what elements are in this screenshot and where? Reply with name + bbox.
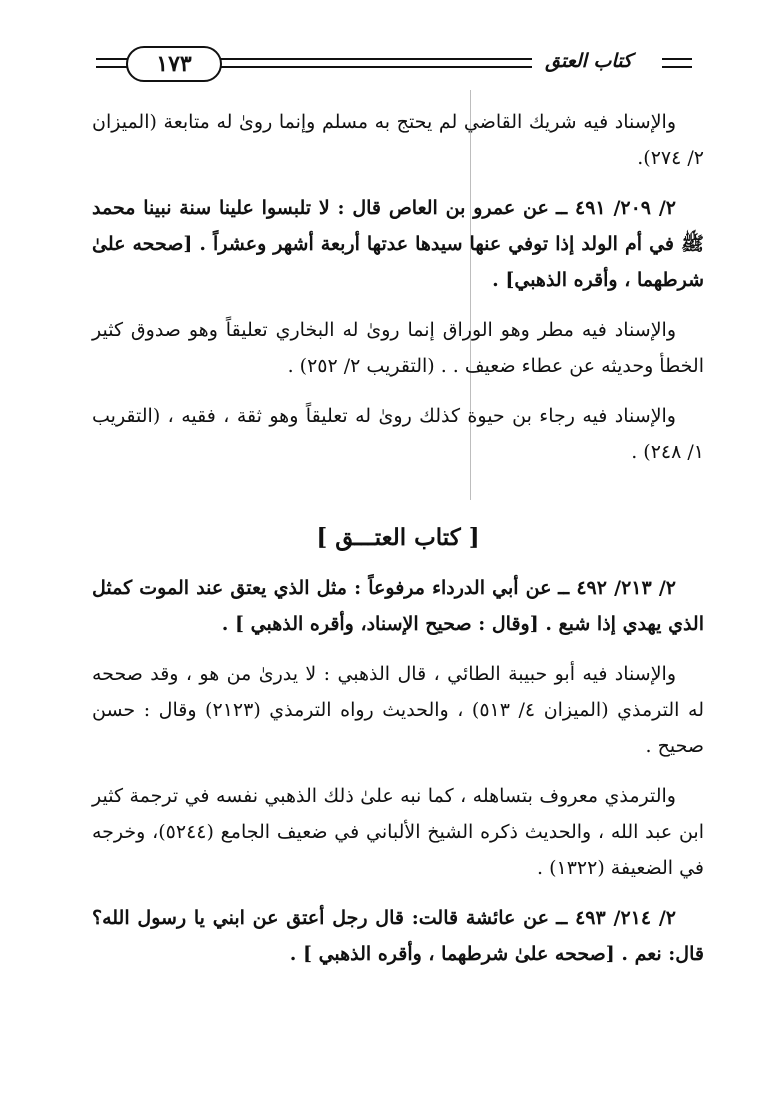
header-rule-bottom-left (96, 66, 130, 68)
paragraph-text: والترمذي معروف بتساهله ، كما نبه علىٰ ذلك الذهبي نفسه في ترجمة كثير ابن عبد الله ، والحديث ذكره الشيخ الألباني في ضعيف الجامع (٥٢٤٤)، وخرجه في الضعيفة (١٣٢٢) . (92, 785, 704, 879)
hadith-ref: ٢/ ٢١٤/ ٤٩٣ ــ (556, 907, 676, 929)
header-rule-top-right (662, 58, 692, 60)
paragraph-isnad-4 (92, 656, 704, 764)
hadith-text: عن أبي الدرداء مرفوعاً : مثل الذي يعتق عند الموت كمثل الذي يهدي إذا شبع . [وقال : صحيح الإسناد، وأقره الذهبي ] . (92, 577, 704, 635)
section-heading: [ كتاب العتـــق ] (316, 524, 480, 551)
hadith-text: عن عمرو بن العاص قال : لا تلبسوا علينا سنة نبينا محمد ﷺ في أم الولد إذا توفي عنها سيدها عدتها أربعة أشهر وعشراً . [صححه علىٰ شرطهما ، وأقره الذهبي] . (92, 197, 704, 291)
hadith-entry-493 (92, 900, 704, 972)
paragraph-text: والإسناد فيه مطر وهو الوراق إنما روىٰ له البخاري تعليقاً وهو صدوق كثير الخطأ وحديثه عن عطاء ضعيف . . (التقريب ٢/ ٢٥٢) . (92, 319, 704, 377)
running-title: كتاب العتق (545, 50, 632, 72)
header-rule-top-left (96, 58, 130, 60)
hadith-ref: ٢/ ٢٠٩/ ٤٩١ ــ (556, 197, 676, 219)
paragraph-text: والإسناد فيه أبو حبيبة الطائي ، قال الذهبي : لا يدرىٰ من هو ، وقد صححه له الترمذي (الميزان ٤/ ٥١٣) ، والحديث رواه الترمذي (٢١٢٣) وقال : حسن صحيح . (92, 663, 704, 757)
paragraph-isnad-3 (92, 398, 704, 470)
paragraph-isnad-2 (92, 312, 704, 384)
page-body (92, 104, 704, 986)
hadith-entry-492 (92, 570, 704, 642)
header-rule-top-mid (216, 58, 532, 60)
paragraph-text: والإسناد فيه رجاء بن حيوة كذلك روىٰ له تعليقاً وهو ثقة ، فقيه ، (التقريب ١/ ٢٤٨) . (92, 405, 704, 463)
header-rule-bottom-right (662, 66, 692, 68)
paragraph-text: والإسناد فيه شريك القاضي لم يحتج به مسلم وإنما روىٰ له متابعة (الميزان ٢/ ٢٧٤). (92, 111, 704, 169)
hadith-ref: ٢/ ٢١٣/ ٤٩٢ ــ (558, 577, 676, 599)
hadith-entry-491 (92, 190, 704, 298)
header-rule-bottom-mid (216, 66, 532, 68)
page-header (96, 44, 692, 84)
paragraph-isnad-1 (92, 104, 704, 176)
hadith-text: عن عائشة قالت: قال رجل أعتق عن ابني يا رسول الله؟ قال: نعم . [صححه علىٰ شرطهما ، وأقره الذهبي ] . (92, 907, 704, 965)
paragraph-isnad-5 (92, 778, 704, 886)
page-number (126, 46, 222, 82)
page-number-text: ١٧٣ (156, 51, 192, 77)
